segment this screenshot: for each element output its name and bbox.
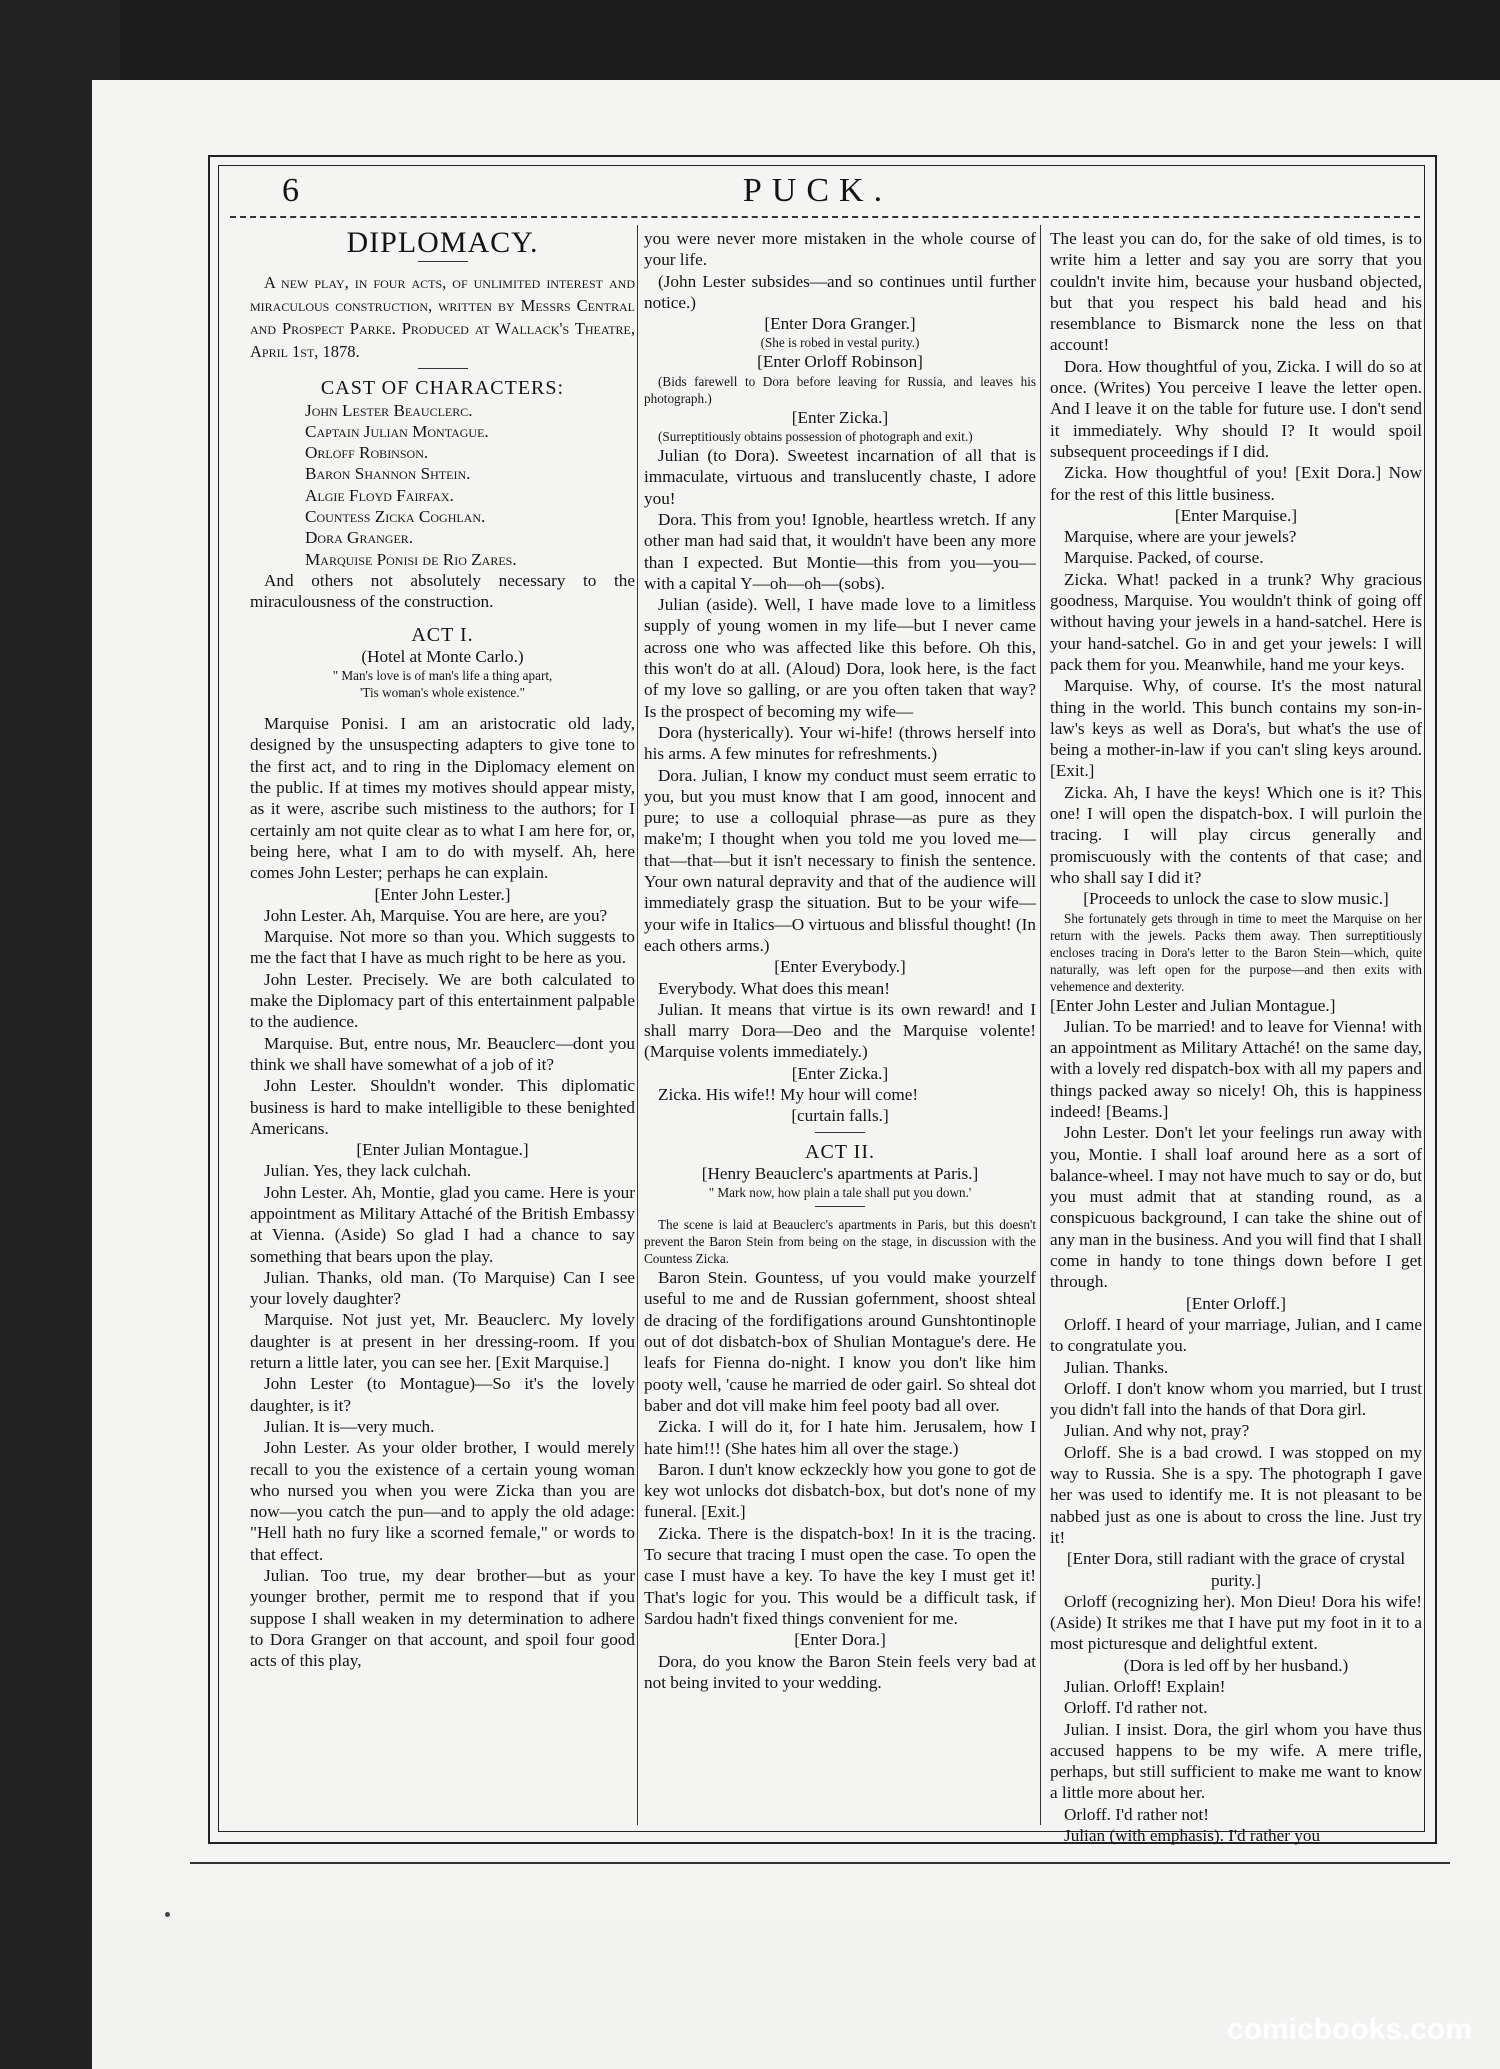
paragraph: Dora (hysterically). Your wi-hife! (throws herself into his arms. A few minutes for refreshments.) [644,722,1036,764]
short-rule [418,368,468,369]
stage-direction: [Enter Zicka.] [791,1063,889,1083]
paragraph: Zicka. What! packed in a trunk? Why gracious goodness, Marquise. You wouldn't think of going off without having your jewels in a hand-satchel. Here is your hand-satchel. Go in and get your jewels: I will pack them for you. Meanwhile, hand me your keys. [1050,569,1422,674]
stage-note: (Bids farewell to Dora before leaving for Russia, and leaves his photograph.) [644,373,1036,406]
column-1 [250,228,635,1828]
cast-entry: John Lester Beauclerc. [305,400,473,420]
stage-direction: [Enter Dora, still radiant with the grace of crystal purity.] [1066,1549,1406,1590]
site-watermark[interactable]: comicbooks.com [1226,2013,1472,2046]
paragraph: Marquise, where are your jewels? [1064,527,1297,547]
stage-direction: [Enter Orloff.] [1186,1293,1286,1313]
article-title: DIPLOMACY. [346,226,539,259]
stage-direction: (Hotel at Monte Carlo.) [361,646,524,666]
paragraph: Julian. It means that virtue is its own reward! and I shall marry Dora—Deo and the Marquise volente! (Marquise volents immediately.) [644,999,1036,1062]
paragraph: (John Lester subsides—and so continues until further notice.) [644,271,1036,312]
paragraph: Marquise. But, entre nous, Mr. Beauclerc—dont you think we shall have somewhat of a job of it? [250,1033,635,1074]
spacer [250,613,635,625]
header-rule [230,216,1420,218]
column-3 [1050,228,1422,1846]
paragraph: Julian (with emphasis). I'd rather you [1064,1826,1321,1846]
paragraph: The least you can do, for the sake of old times, is to write him a letter and say you are sorry that you couldn't invite him, because your husband objected, but that you respect his bald head and his resemblance to Bismarck none the less on that account! [1050,229,1422,355]
stage-direction: [Enter Orloff Robinson] [757,352,923,372]
stage-direction: [Enter John Lester.] [374,884,511,904]
paragraph: John Lester. Precisely. We are both calculated to make the Diplomacy part of this entertainment palpable to the audience. [250,969,635,1032]
paragraph: [Enter John Lester and Julian Montague.] [1050,995,1336,1015]
short-rule [815,1206,865,1207]
cast-list [250,400,635,570]
paragraph: Julian (aside). Well, I have made love to a limitless supply of young women in my life—but I never came across one who was affected like this before. Oh this, this won't do at all. (Aloud) Dora, look here, is the fact of my love so galling, or are you often taken that way? Is the prospect of becoming my wife— [644,595,1036,721]
page-header [230,170,1405,220]
stage-direction: [curtain falls.] [791,1106,889,1126]
paragraph: Zicka. How thoughtful of you! [Exit Dora.] Now for the rest of this little business. [1050,463,1422,504]
paragraph: Orloff. I'd rather not. [1064,1698,1208,1718]
cast-entry: Orloff Robinson. [305,443,429,463]
paragraph: Zicka. I will do it, for I hate him. Jerusalem, how I hate him!!! (She hates him all over the stage.) [644,1417,1036,1458]
paragraph: Julian. It is—very much. [264,1416,435,1436]
paragraph: Marquise. Not more so than you. Which suggests to me the fact that I have as much right to be here as you. [250,927,635,968]
short-rule [815,1132,865,1133]
cast-entry: Captain Julian Montague. [305,421,489,441]
paragraph: Marquise. Packed, of course. [1064,548,1264,568]
spacer [250,701,635,713]
section-heading: ACT I. [411,623,474,646]
stage-direction: [Proceeds to unlock the case to slow music.] [1083,889,1389,909]
paragraph: Dora, do you know the Baron Stein feels very bad at not being invited to your wedding. [644,1651,1036,1692]
paragraph: Orloff (recognizing her). Mon Dieu! Dora his wife! (Aside) It strikes me that I have put my foot in it to a most picturesque and delightful extent. [1050,1591,1422,1654]
paragraph: Orloff. I heard of your marriage, Julian, and I came to congratulate you. [1050,1314,1422,1356]
paragraph: Orloff. I don't know whom you married, but I trust you didn't fall into the hands of that Dora girl. [1050,1378,1422,1420]
section-heading: ACT II. [805,1140,875,1163]
paragraph: John Lester. Ah, Montie, glad you came. Here is your appointment as Military Attaché of the British Embassy at Vienna. (Aside) So glad I had a chance to say something that bears upon the play. [250,1182,635,1266]
paragraph: Everybody. What does this mean! [658,978,890,998]
paragraph: John Lester. Shouldn't wonder. This diplomatic business is hard to make intelligible to these benighted Americans. [250,1076,635,1138]
paragraph: Dora. Julian, I know my conduct must seem erratic to you, but you must know that I am good, innocent and pure; to use a colloquial phrase—as pure as they make'm; I thought when you told me you loved me—that—that—but it isn't necessary to finish the sentence. Your own natural depravity and that of the audience will immediately grasp the situation. But to be your wife—your wife in Italics—O virtuous and blissful thought! (In each others arms.) [644,765,1036,955]
paragraph: John Lester. As your older brother, I would merely recall to you the existence of a certain young woman who nursed you when you were Zicka than you are now—you catch the pun—and to apply the old adage: "Hell hath no fury like a scorned female," or words to that effect. [250,1438,635,1564]
paragraph: Julian. Too true, my dear brother—but as your younger brother, permit me to respond that if you suppose I shall weaken in my determination to adhere to Dora Granger on that account, and spoil four good acts of this play, [250,1566,635,1671]
stage-note: The scene is laid at Beauclerc's apartments in Paris, but this doesn't prevent the Baron Stein from being on the stage, in discussion with the Countess Zicka. [644,1217,1036,1267]
paragraph: Zicka. Ah, I have the keys! Which one is it? This one! I will open the dispatch-box. I will purloin the tracing. I will play circus generally and promiscuously with the contents of that case; and who shall say I did it? [1050,782,1422,887]
stage-direction: [Enter Julian Montague.] [356,1140,529,1160]
paragraph: Julian. Orloff! Explain! [1064,1677,1226,1696]
bottom-rule [190,1862,1450,1864]
page-number: 6 [282,172,299,209]
paragraph: Baron. I dun't know eckzeckly how you gone to got de key wot unlocks dot disbatch-box, but dot's none of my funeral. [Exit.] [644,1459,1036,1522]
masthead: PUCK. [742,172,893,209]
stage-direction: [Enter Dora.] [794,1630,886,1650]
paragraph: John Lester. Ah, Marquise. You are here, are you? [264,905,608,925]
scan-margin-top [120,0,1500,80]
paragraph: Baron Stein. Gountess, uf you vould make yourzelf useful to me and de Russian gofernment, shoost shteal de dracing of the fordifigations around Gunshtontinople out of dot disbatch-box of Shulian Montague's dere. He leafs for Fienna do-night. I know you don't like him pooty well, 'cause he married de oder gairl. So shteal dot baber and dot vill make him feel pooty bad all over. [644,1268,1036,1415]
stage-direction: [Enter Marquise.] [1174,505,1298,525]
section-heading: CAST OF CHARACTERS: [320,377,565,400]
paragraph: Dora. How thoughtful of you, Zicka. I will do so at once. (Writes) You perceive I leave the letter open. And I leave it on the table for future use. I don't send it immediately. Why should I? It would spoil subsequent proceedings if I did. [1050,356,1422,461]
cast-entry: Countess Zicka Coghlan. [305,507,486,527]
paragraph: Julian. To be married! and to leave for Vienna! with an appointment as Military Attaché! on the same day, with a lovely red dispatch-box with all my papers and things packed away so nicely! Oh, this is happiness indeed! [Beams.] [1050,1016,1422,1121]
cast-entry: Marquise Ponisi de Rio Zares. [305,549,517,569]
paragraph: John Lester (to Montague)—So it's the lovely daughter, is it? [250,1374,635,1415]
column-2 [644,228,1036,1828]
stage-note: (Surreptitiously obtains possession of photograph and exit.) [658,429,973,445]
stage-direction: [Enter Everybody.] [774,957,906,977]
paragraph: Dora. This from you! Ignoble, heartless wretch. If any other man had said that, it wouldn't have been any more than I expected. But Montie—this from you—you—with a capital Y—oh—oh—(sobs). [644,509,1036,593]
paragraph: Marquise. Why, of course. It's the most natural thing in the world. This bunch contains my son-in-law's keys as well as Dora's, but what's the use of being a mother-in-law if you can't sling keys around. [Exit.] [1050,676,1422,781]
column-rule-1 [637,225,638,1825]
stage-direction: [Enter Dora Granger.] [764,314,916,334]
epigraph-line: 'Tis woman's whole existence." [360,685,525,701]
stage-direction: (Dora is led off by her husband.) [1123,1655,1349,1675]
paragraph: And others not absolutely necessary to the miraculousness of the construction. [250,570,635,612]
short-rule [418,261,468,262]
paragraph: you were never more mistaken in the whole course of your life. [644,229,1036,270]
stage-note: She fortunately gets through in time to meet the Marquise on her return with the jewels. Packs them away. Then surreptitiously encloses tracing in Dora's letter to the Baron Stein—which, quite naturally, was left open for the purpose—and then exits with vehemence and dexterity. [1050,910,1422,994]
paragraph: John Lester. Don't let your feelings run away with you, Montie. I shall loaf around here as a sort of balance-wheel. I may not have much to say or do, but you must admit that at standing round, as a conspicuous background, I can take the shine out of any man in the business. And you will find that I shall come in handy to tone things down before I get through. [1050,1123,1422,1292]
stage-direction: [Henry Beauclerc's apartments at Paris.] [701,1163,979,1183]
intro-paragraph: A new play, in four acts, of unlimited interest and miraculous construction, written by Messrs Central and Prospect Parke. Produced at Wallack's Theatre, April 1st, 1878. [250,273,635,362]
paragraph: Julian. And why not, pray? [1064,1421,1250,1441]
paragraph: Julian. Thanks. [1064,1357,1169,1377]
epigraph-line: (She is robed in vestal purity.) [760,335,920,351]
paragraph: Marquise. Not just yet, Mr. Beauclerc. My lovely daughter is at present in her dressing-room. If you return a little later, you can see her. [Exit Marquise.] [250,1310,635,1373]
paragraph: Orloff. She is a bad crowd. I was stopped on my way to Russia. She is a spy. The photograph I gave her was used to identify me. It is not pleasant to be nabbed just as one is about to cross the line. Just try it! [1050,1442,1422,1547]
cast-entry: Algie Floyd Fairfax. [305,485,454,505]
cast-entry: Dora Granger. [305,528,414,548]
paragraph: Zicka. His wife!! My hour will come! [658,1084,919,1104]
column-rule-2 [1040,225,1041,1825]
paragraph: Julian (to Dora). Sweetest incarnation of all that is immaculate, virtuous and translucently chaste, I adore you! [644,446,1036,508]
paragraph: Zicka. There is the dispatch-box! In it is the tracing. To secure that tracing I must open the case. To open the case I must have a key. To have the key I must get it! That's logic for you. This would be a difficult task, if Sardou hadn't fixed things convenient for me. [644,1523,1036,1628]
paragraph: Marquise Ponisi. I am an aristocratic old lady, designed by the unsuspecting adapters to give tone to the first act, and to ring in the Diplomacy element on the public. If at times my motives should appear misty, as it were, ascribe such mistiness to the authors; for I certainly am not quite clear as to what I am here for, or, being here, what I am to do with myself. Ah, here comes John Lester; perhaps he can explain. [250,714,635,883]
ink-dot [165,1912,170,1917]
epigraph-line: " Man's love is of man's life a thing apart, [332,668,553,684]
paragraph: Julian. Thanks, old man. (To Marquise) Can I see your lovely daughter? [250,1267,635,1309]
paragraph: Orloff. I'd rather not! [1064,1804,1210,1824]
epigraph-line: " Mark now, how plain a tale shall put you down.' [708,1185,972,1201]
stage-direction: [Enter Zicka.] [791,407,889,427]
cast-entry: Baron Shannon Shtein. [305,464,471,484]
paragraph: Julian. I insist. Dora, the girl whom you have thus accused happens to be my wife. A mere trifle, perhaps, but still sufficient to make me want to know a little more about her. [1050,1719,1422,1803]
paragraph: Julian. Yes, they lack culchah. [264,1161,472,1181]
